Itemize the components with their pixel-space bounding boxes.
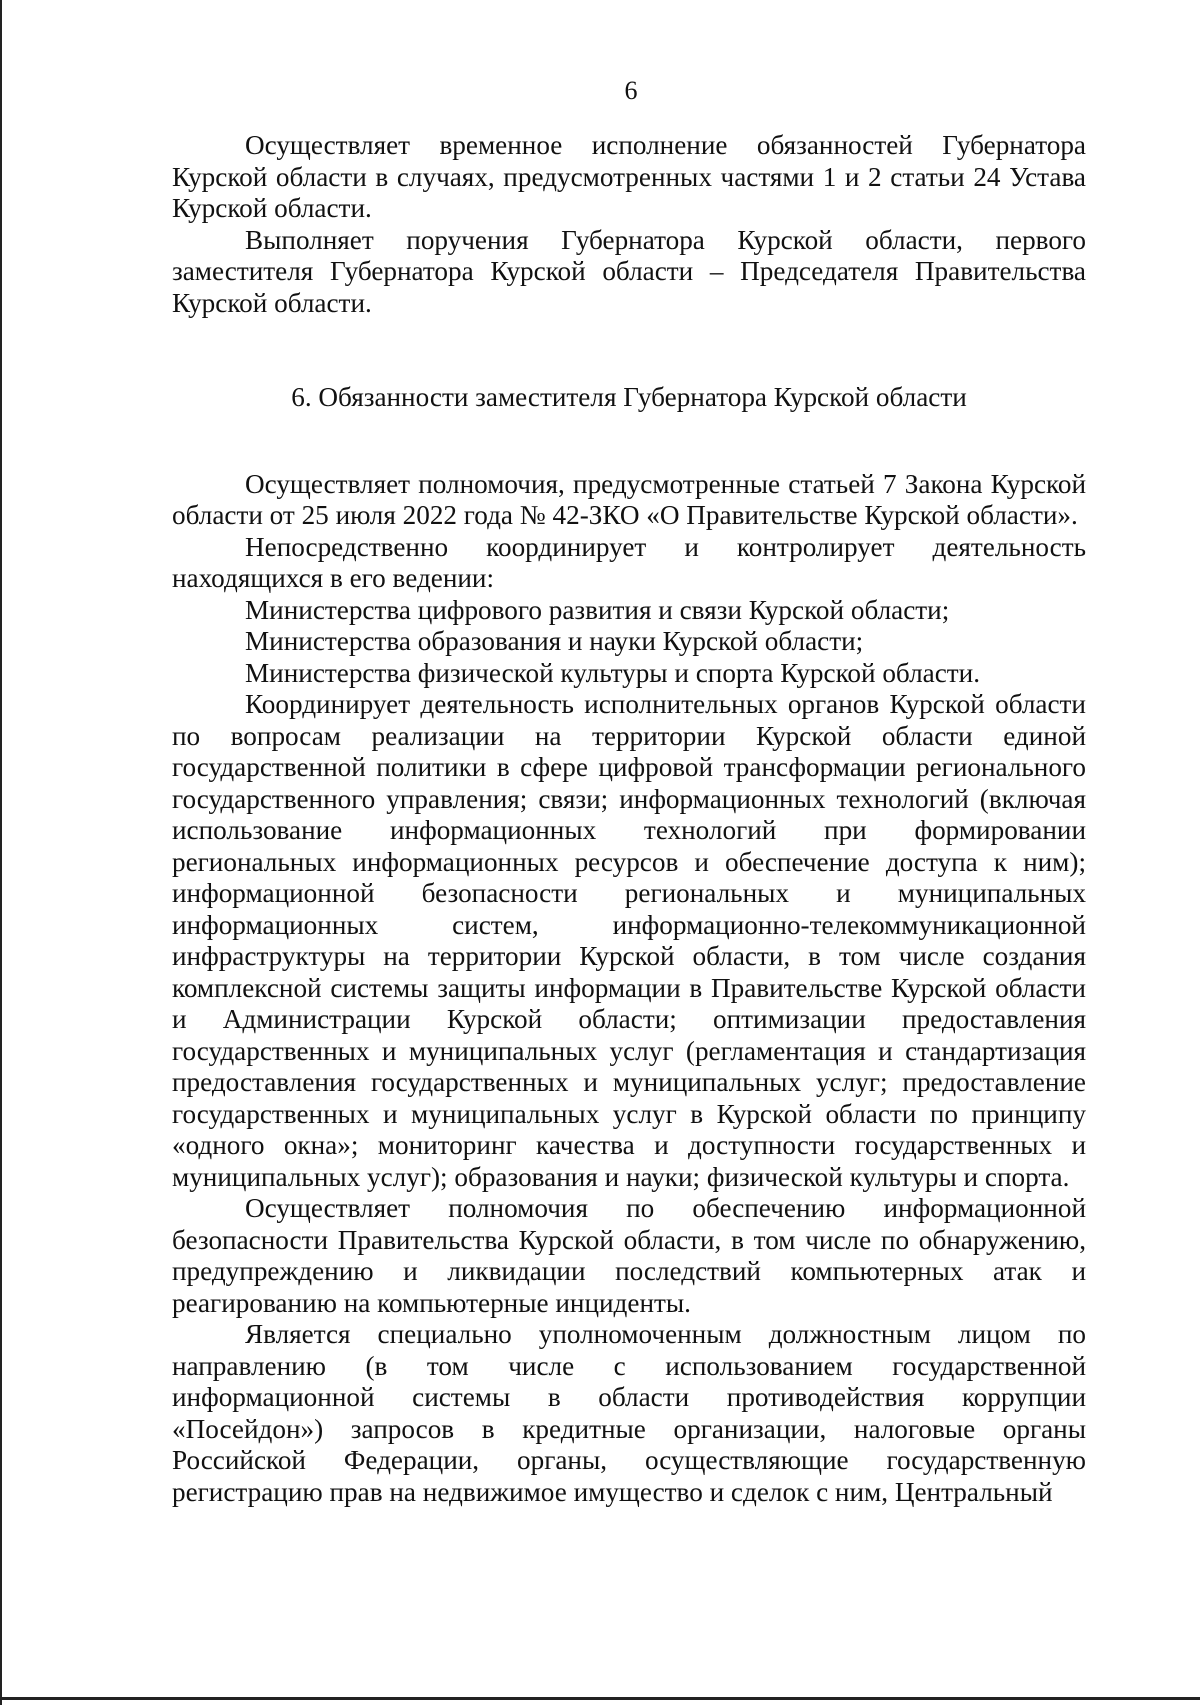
list-item-ministry-education: Министерства образования и науки Курской области; xyxy=(245,626,864,656)
list-item-ministry-digital: Министерства цифрового развития и связи Курской области; xyxy=(245,594,950,625)
paragraph-coordinates-controls: Непосредственно координирует и контролирует деятельность находящихся в его ведении: xyxy=(172,531,1086,593)
paragraph-info-security: Осуществляет полномочия по обеспечению информационной безопасности Правительства Курской области, в том числе по обнаружению, предупреждению и ликвидации последствий компьютерных атак и реагированию на компьютерные инциденты. xyxy=(172,1193,1086,1318)
scan-edge-left xyxy=(0,0,2,1705)
paragraph-acting-governor: Осуществляет временное исполнение обязанностей Губернатора Курской области в случаях, предусмотренных частями 1 и 2 статьи 24 Устава Курской области. xyxy=(172,130,1086,223)
section-heading: 6. Обязанности заместителя Губернатора Курской области xyxy=(291,382,967,412)
paragraph-authorized-official: Является специально уполномоченным должностным лицом по направлению (в том числе с использованием государственной информационной системы в области противодействия коррупции «Посейдон») запросов в кредитные организации, налоговые органы Российской Федерации, органы, осуществляющие государственную регистрацию прав на недвижимое имущество и сделок с ним, Центральный xyxy=(172,1319,1086,1507)
paragraph-coordinates-activity: Координирует деятельность исполнительных органов Курской области по вопросам реализации на территории Курской области единой государственной политики в сфере цифровой трансформации регионального государственного управления; связи; информационных технологий (включая использование информационных технологий при формировании региональных информационных ресурсов и обеспечение доступа к ним); информационной безопасности региональных и муниципальных информационных систем, информационно-телекоммуникационной инфраструктуры на территории Курской области, в том числе создания комплексной системы защиты информации в Правительстве Курской области и Администрации Курской области; оптимизации предоставления государственных и муниципальных услуг (регламентация и стандартизация предоставления государственных и муниципальных услуг; предоставление государственных и муниципальных услуг в Курской области по принципу «одного окна»; мониторинг качества и доступности государственных и муниципальных услуг); образования и науки; физической культуры и спорта. xyxy=(172,689,1086,1192)
page-number: 6 xyxy=(624,76,638,105)
scan-edge-bottom xyxy=(0,1697,1200,1700)
list-item-ministry-sport: Министерства физической культуры и спорта Курской области. xyxy=(245,657,981,688)
paragraph-powers-law: Осуществляет полномочия, предусмотренные статьей 7 Закона Курской области от 25 июля 2022 года № 42-ЗКО «О Правительстве Курской области». xyxy=(172,468,1086,530)
document-body xyxy=(172,130,1086,1508)
paragraph-executes-orders: Выполняет поручения Губернатора Курской области, первого заместителя Губернатора Курской области – Председателя Правительства Курской области. xyxy=(172,224,1086,318)
